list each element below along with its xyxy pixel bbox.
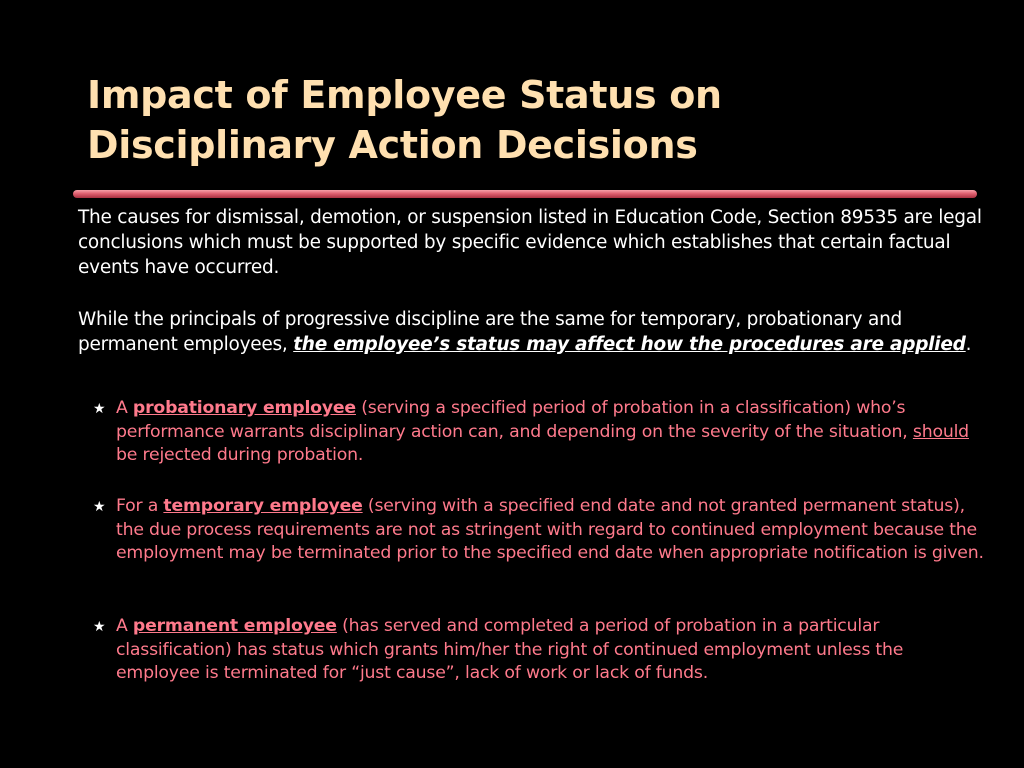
paragraph-progressive-discipline — [78, 307, 993, 357]
bullet-description: (serving a specified period of probation in a classification) who’s performance warrants disciplinary action can, and depending on the severity of the situation, — [116, 398, 913, 442]
star-icon: ★ — [93, 619, 106, 635]
bullet-text — [116, 397, 991, 468]
underlined-should: should — [912, 421, 969, 442]
term-temporary-employee: temporary employee — [163, 496, 363, 516]
title-line-1: Impact of Employee Status on — [87, 73, 722, 117]
bullet-description: (has served and completed a period of probation in a particular classification) has status which grants him/her the right of continued employment unless the employee is terminated for “just cause”, lack of work or lack of funds. — [116, 616, 904, 683]
bullet-text — [116, 495, 991, 566]
title-line-2: Disciplinary Action Decisions — [87, 123, 698, 167]
star-icon: ★ — [93, 401, 106, 417]
star-icon: ★ — [93, 499, 106, 515]
bullet-prefix: For a — [116, 496, 164, 516]
paragraph-emphasis: the employee’s status may affect how the procedures are applied — [293, 334, 966, 355]
bullet-description: (serving with a specified end date and not granted permanent status), the due process requirements are not as stringent with regard to continued employment because the employment may be terminated prior to the specified end date when appropriate notification is given. — [116, 496, 984, 563]
slide-title — [87, 70, 967, 170]
bullet-prefix: A — [116, 398, 133, 418]
title-divider — [73, 190, 977, 198]
term-permanent-employee: permanent employee — [132, 616, 337, 636]
paragraph-causes: The causes for dismissal, demotion, or suspension listed in Education Code, Section 89535 are legal conclusions which must be supported by specific evidence which establishes that certain factual events have occurred. — [78, 207, 982, 278]
term-probationary-employee: probationary employee — [132, 398, 356, 418]
bullet-text — [116, 615, 991, 686]
bullet-description-end: be rejected during probation. — [116, 445, 364, 465]
bullet-prefix: A — [116, 616, 133, 636]
paragraph-text: While the principals of progressive discipline are the same for temporary, probationary and permanent employees, — [78, 309, 903, 355]
paragraph-end: . — [965, 334, 972, 355]
